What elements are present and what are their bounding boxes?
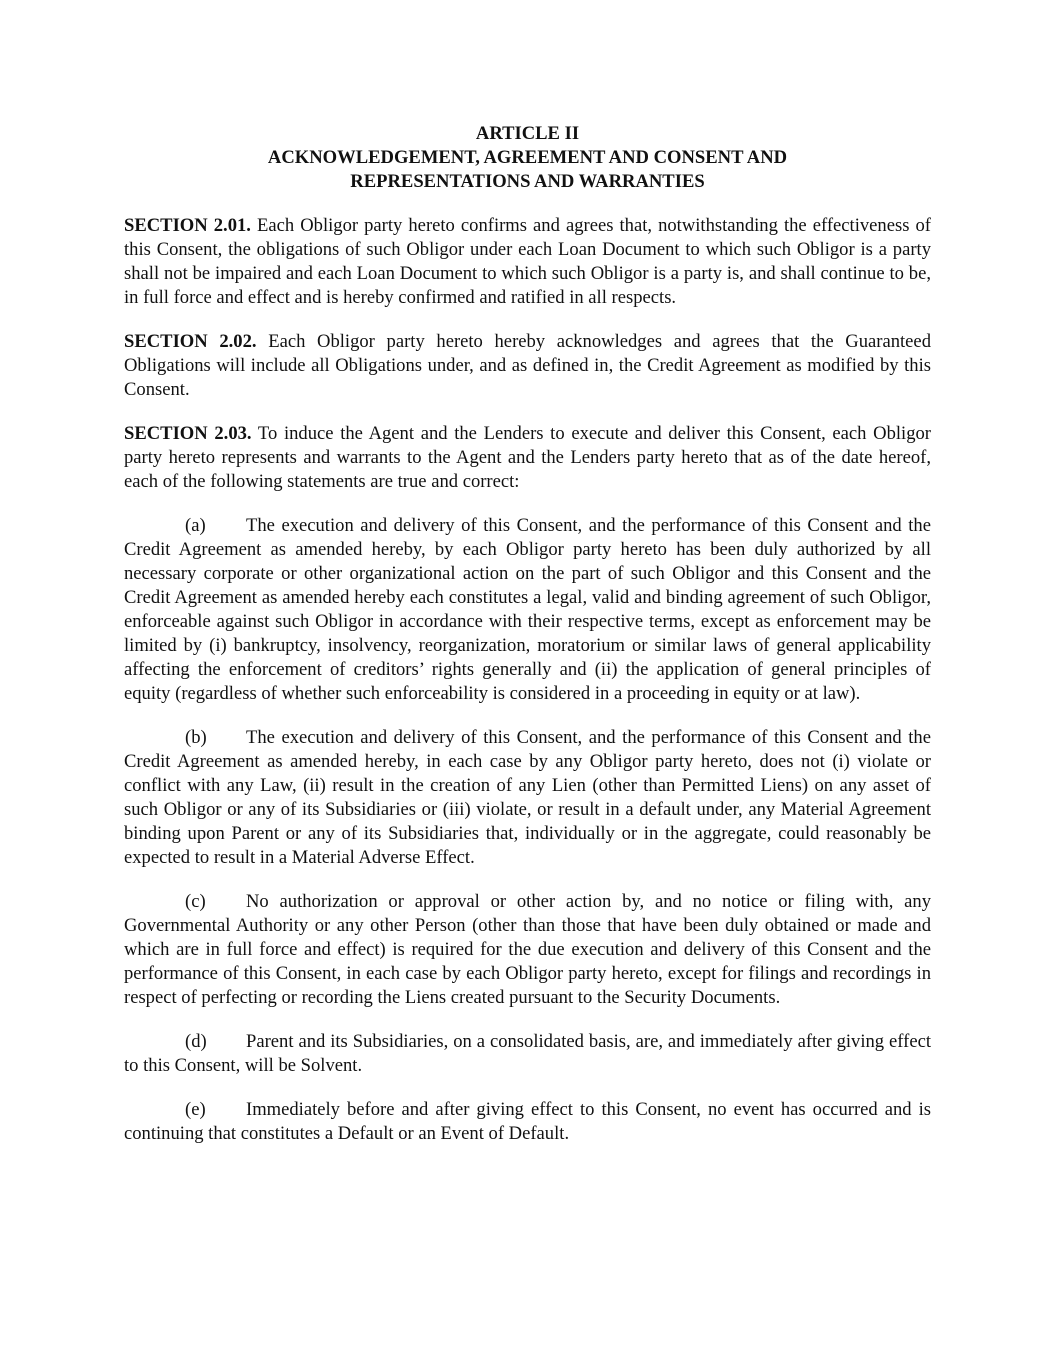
section-label: SECTION 2.02. bbox=[124, 331, 257, 352]
section-2-02 bbox=[124, 330, 931, 402]
clause-d bbox=[124, 1030, 931, 1078]
section-text: Each Obligor party hereto hereby acknowledges and agrees that the Guaranteed Obligations will include all Obligations under, and as defined in, the Credit Agreement as modified by this Consent. bbox=[124, 331, 931, 400]
section-label: SECTION 2.01. bbox=[124, 215, 251, 236]
section-text: To induce the Agent and the Lenders to execute and deliver this Consent, each Obligor party hereto represents and warrants to the Agent and the Lenders party hereto that as of the date hereof, each of the following statements are true and correct: bbox=[124, 423, 931, 492]
clause-e bbox=[124, 1098, 931, 1146]
section-text: Each Obligor party hereto confirms and agrees that, notwithstanding the effectiveness of this Consent, the obligations of such Obligor under each Loan Document to which such Obligor is a party shall not be impaired and each Loan Document to which such Obligor is a party is, and shall continue to be, in full force and effect and is hereby confirmed and ratified in all respects. bbox=[124, 215, 931, 308]
clause-label: (a) bbox=[185, 515, 206, 536]
clause-text: The execution and delivery of this Consent, and the performance of this Consent and the Credit Agreement as amended hereby, in each case by any Obligor party hereto, does not (i) violate or conflict with any Law, (ii) result in the creation of any Lien (other than Permitted Liens) on any asset of such Obligor or any of its Subsidiaries or (iii) violate, or result in a default under, any Material Agreement binding upon Parent or any of its Subsidiaries that, individually or in the aggregate, could reasonably be expected to result in a Material Adverse Effect. bbox=[124, 727, 931, 868]
section-label: SECTION 2.03. bbox=[124, 423, 252, 444]
document-page bbox=[124, 122, 931, 1146]
article-title-line-1: ACKNOWLEDGEMENT, AGREEMENT AND CONSENT AND bbox=[267, 147, 788, 168]
section-2-03 bbox=[124, 422, 931, 494]
clause-label: (d) bbox=[185, 1031, 207, 1052]
clause-c bbox=[124, 890, 931, 1010]
section-2-01 bbox=[124, 214, 931, 310]
clause-text: The execution and delivery of this Consent, and the performance of this Consent and the Credit Agreement as amended hereby, by each Obligor party hereto has been duly authorized by all necessary corporate or other organizational action on the part of such Obligor and this Consent and the Credit Agreement as amended hereby each constitutes a legal, valid and binding agreement of such Obligor, enforceable against such Obligor in accordance with their respective terms, except as enforcement may be limited by (i) bankruptcy, insolvency, reorganization, moratorium or similar laws of general applicability affecting the enforcement of creditors’ rights generally and (ii) the application of general principles of equity (regardless of whether such enforceability is considered in a proceeding in equity or at law). bbox=[124, 515, 931, 704]
article-title-line-2: REPRESENTATIONS AND WARRANTIES bbox=[350, 171, 705, 192]
article-heading bbox=[124, 122, 931, 194]
article-number: ARTICLE II bbox=[475, 123, 580, 144]
clause-text: Immediately before and after giving effect to this Consent, no event has occurred and is continuing that constitutes a Default or an Event of Default. bbox=[124, 1099, 931, 1144]
clause-label: (e) bbox=[185, 1099, 206, 1120]
clause-a bbox=[124, 514, 931, 706]
clause-text: Parent and its Subsidiaries, on a consolidated basis, are, and immediately after giving effect to this Consent, will be Solvent. bbox=[124, 1031, 931, 1076]
clause-label: (c) bbox=[185, 891, 206, 912]
clause-text: No authorization or approval or other action by, and no notice or filing with, any Governmental Authority or any other Person (other than those that have been duly obtained or made and which are in full force and effect) is required for the due execution and delivery of this Consent and the performance of this Consent, in each case by each Obligor party hereto, except for filings and recordings in respect of perfecting or recording the Liens created pursuant to the Security Documents. bbox=[124, 891, 931, 1008]
clause-label: (b) bbox=[185, 727, 207, 748]
clause-b bbox=[124, 726, 931, 870]
